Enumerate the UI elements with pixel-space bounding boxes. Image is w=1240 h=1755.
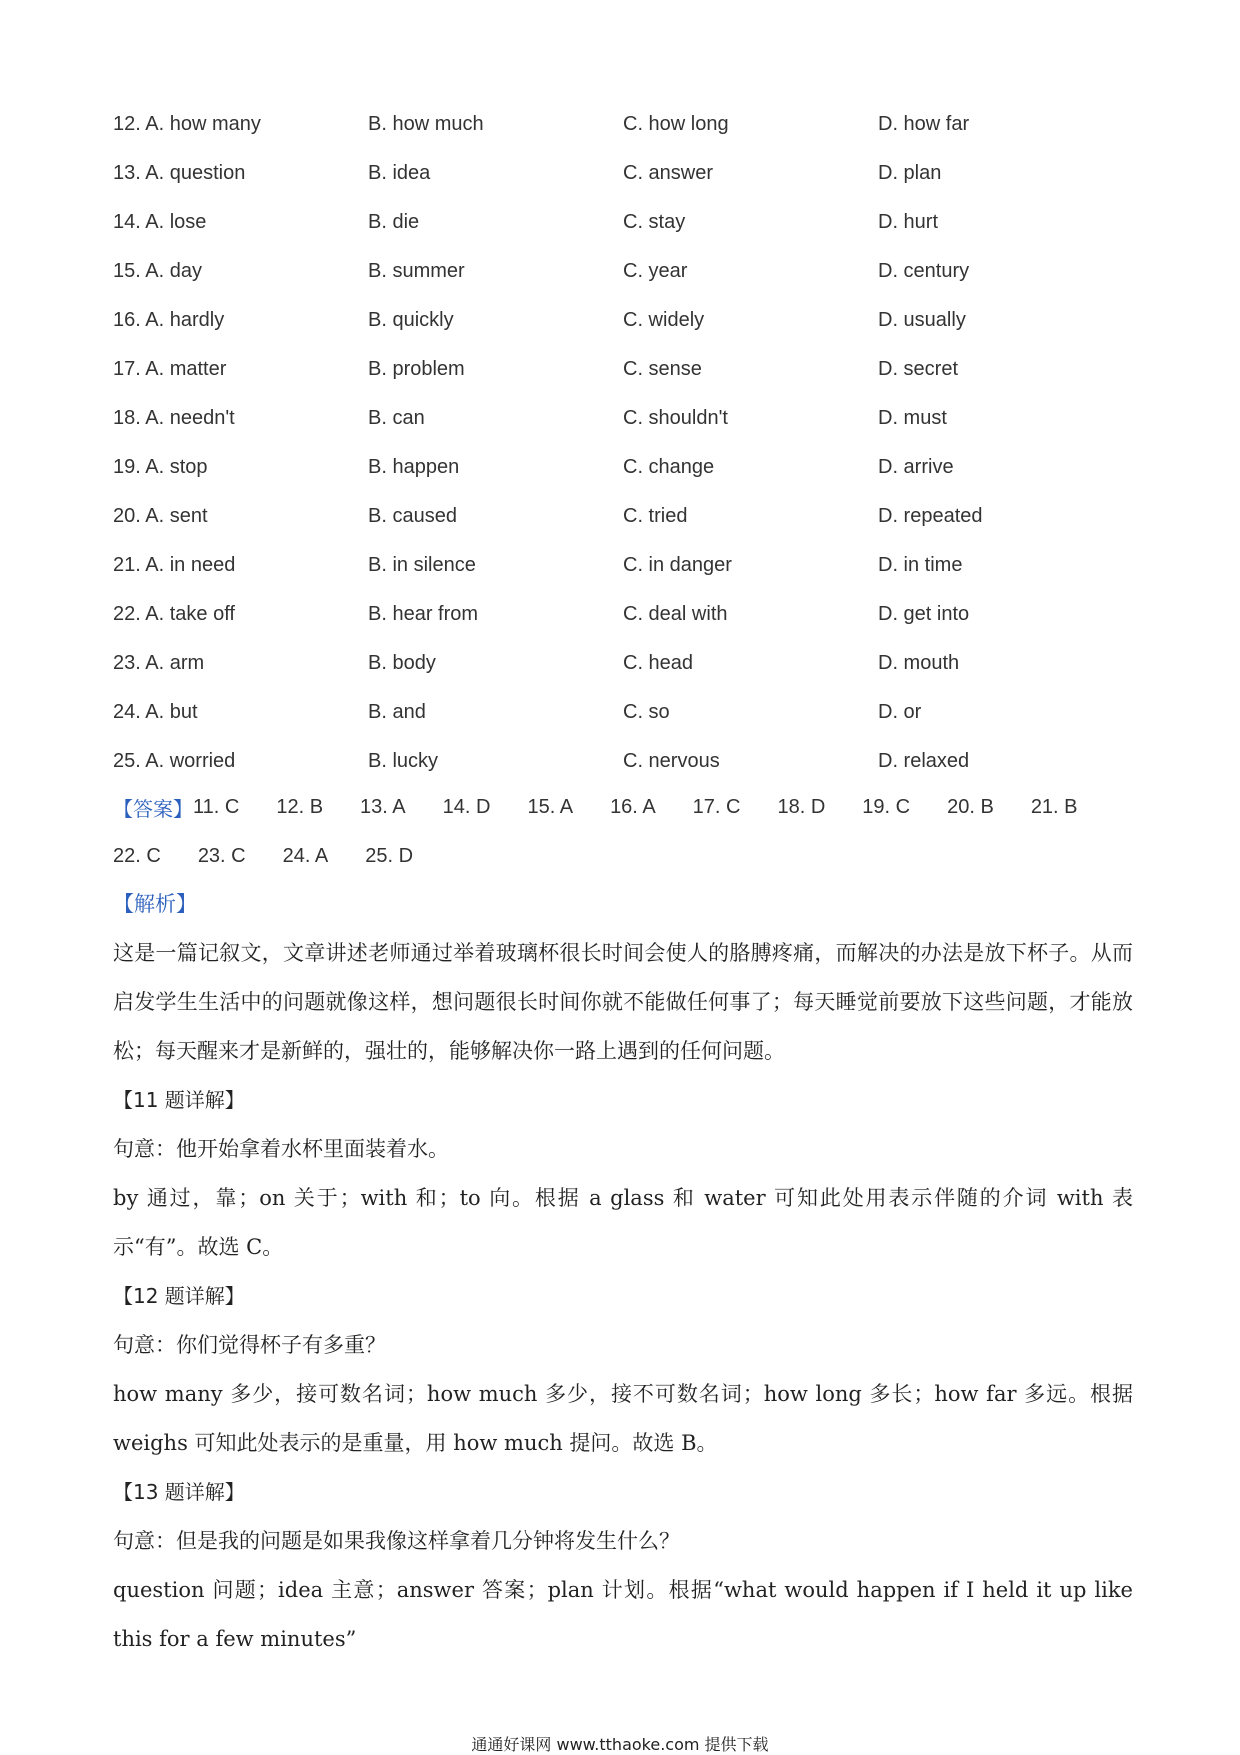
- sentence-meaning: 句意：你们觉得杯子有多重？: [113, 1333, 386, 1357]
- option-b: B. caused: [368, 505, 457, 527]
- option-text: A. arm: [145, 652, 205, 674]
- detail-heading: 【12 题详解】: [113, 1284, 245, 1308]
- option-text: A. worried: [145, 750, 236, 772]
- option-b: B. die: [368, 211, 420, 233]
- option-d: D. must: [878, 407, 947, 429]
- question-number: 18.: [113, 407, 141, 429]
- option-d: D. hurt: [878, 211, 939, 233]
- option-c: C. tried: [623, 505, 688, 527]
- option-c: C. deal with: [623, 603, 728, 625]
- option-c: C. change: [623, 456, 715, 478]
- option-text: A. matter: [145, 358, 227, 380]
- answer-line-2: [113, 832, 1143, 881]
- question-row: [113, 296, 1143, 345]
- question-options: [113, 100, 1143, 786]
- option-text: A. needn't: [145, 407, 235, 429]
- option-a: [113, 162, 368, 185]
- option-text: A. but: [145, 701, 198, 723]
- question-number: 14.: [113, 211, 141, 233]
- option-a: [113, 456, 368, 479]
- question-row: [113, 639, 1143, 688]
- answer-item: 11. C: [193, 796, 240, 818]
- option-text: A. how many: [145, 113, 261, 135]
- question-row: [113, 149, 1143, 198]
- question-number: 17.: [113, 358, 141, 380]
- option-b: B. how much: [368, 113, 484, 135]
- option-a: [113, 505, 368, 528]
- option-c: C. answer: [623, 162, 714, 184]
- question-number: 24.: [113, 701, 141, 723]
- option-b: B. body: [368, 652, 436, 674]
- option-c: C. so: [623, 701, 670, 723]
- option-c: C. head: [623, 652, 694, 674]
- option-c: C. nervous: [623, 750, 720, 772]
- option-c: C. shouldn't: [623, 407, 728, 429]
- option-b: B. hear from: [368, 603, 479, 625]
- option-text: A. take off: [145, 603, 235, 625]
- option-b: B. can: [368, 407, 425, 429]
- option-d: D. or: [878, 701, 922, 723]
- option-d: D. usually: [878, 309, 966, 331]
- option-text: A. sent: [145, 505, 208, 527]
- answer-item: 16. A: [610, 796, 656, 818]
- page-footer: 通通好课网 www.tthaoke.com 提供下载: [471, 1735, 769, 1754]
- sentence-meaning: 句意：但是我的问题是如果我像这样拿着几分钟将发生什么？: [113, 1529, 680, 1553]
- question-row: [113, 688, 1143, 737]
- question-row: [113, 247, 1143, 296]
- question-number: 23.: [113, 652, 141, 674]
- answer-item: 22. C: [113, 845, 161, 867]
- answer-key: [113, 783, 1143, 881]
- detail-explanation: by 通过，靠；on 关于；with 和；to 向。根据 a glass 和 water 可知此处用表示伴随的介词 with 表示“有”。故选 C。: [113, 1186, 1133, 1259]
- option-b: B. problem: [368, 358, 465, 380]
- answer-item: 23. C: [197, 845, 246, 867]
- option-a: [113, 260, 368, 283]
- option-c: C. how long: [623, 113, 729, 135]
- detail-heading: 【13 题详解】: [113, 1480, 245, 1504]
- option-d: D. relaxed: [878, 750, 970, 772]
- option-text: A. in need: [145, 554, 236, 576]
- option-c: C. widely: [623, 309, 705, 331]
- option-b: B. in silence: [368, 554, 476, 576]
- option-a: [113, 554, 368, 577]
- option-d: D. in time: [878, 554, 963, 576]
- question-row: [113, 394, 1143, 443]
- question-number: 15.: [113, 260, 141, 282]
- question-row: [113, 590, 1143, 639]
- question-number: 19.: [113, 456, 141, 478]
- option-b: B. quickly: [368, 309, 454, 331]
- option-d: D. century: [878, 260, 970, 282]
- question-row: [113, 737, 1143, 786]
- option-text: A. lose: [145, 211, 207, 233]
- option-a: [113, 358, 368, 381]
- option-c: C. stay: [623, 211, 686, 233]
- option-a: [113, 603, 368, 626]
- detail-explanation: question 问题；idea 主意；answer 答案；plan 计划。根据“what would happen if I held it up like this for a few minutes”: [113, 1578, 1133, 1651]
- analysis-summary: 这是一篇记叙文，文章讲述老师通过举着玻璃杯很长时间会使人的胳膊疼痛，而解决的办法是放下杯子。从而启发学生生活中的问题就像这样，想问题很长时间你就不能做任何事了；每天睡觉前要放下这些问题，才能放松；每天醒来才是新鲜的，强壮的，能够解决你一路上遇到的任何问题。: [113, 941, 1133, 1063]
- option-d: D. how far: [878, 113, 970, 135]
- option-d: D. mouth: [878, 652, 960, 674]
- question-number: 13.: [113, 162, 141, 184]
- option-text: A. hardly: [145, 309, 225, 331]
- option-c: C. in danger: [623, 554, 732, 576]
- question-row: [113, 443, 1143, 492]
- question-row: [113, 100, 1143, 149]
- answer-tag: 【答案】: [113, 799, 193, 821]
- answer-item: 24. A: [282, 845, 329, 867]
- detail-heading: 【11 题详解】: [113, 1088, 245, 1112]
- option-a: [113, 701, 368, 724]
- answer-item: 17. C: [692, 796, 741, 818]
- answer-item: 25. D: [365, 845, 414, 867]
- analysis-details: [113, 1076, 1133, 1664]
- question-number: 25.: [113, 750, 141, 772]
- question-number: 12.: [113, 113, 141, 135]
- option-text: A. stop: [145, 456, 208, 478]
- detail-explanation: how many 多少，接可数名词；how much 多少，接不可数名词；how long 多长；how far 多远。根据 weighs 可知此处表示的是重量，用 how much 提问。故选 B。: [113, 1382, 1133, 1455]
- question-number: 22.: [113, 603, 141, 625]
- option-d: D. repeated: [878, 505, 983, 527]
- answer-item: 18. D: [777, 796, 826, 818]
- question-number: 21.: [113, 554, 141, 576]
- option-a: [113, 407, 368, 430]
- answer-item: 19. C: [862, 796, 911, 818]
- option-c: C. sense: [623, 358, 702, 380]
- option-c: C. year: [623, 260, 688, 282]
- question-number: 16.: [113, 309, 141, 331]
- sentence-meaning: 句意：他开始拿着水杯里面装着水。: [113, 1137, 449, 1161]
- option-a: [113, 652, 368, 675]
- option-a: [113, 750, 368, 773]
- question-row: [113, 345, 1143, 394]
- answer-item: 12. B: [276, 796, 324, 818]
- option-b: B. and: [368, 701, 426, 723]
- option-d: D. get into: [878, 603, 970, 625]
- answer-item: 20. B: [947, 796, 994, 818]
- option-d: D. secret: [878, 358, 959, 380]
- analysis-tag: 【解析】: [113, 893, 197, 916]
- answer-item: 14. D: [442, 796, 491, 818]
- option-a: [113, 113, 368, 136]
- answer-item: 21. B: [1030, 796, 1078, 818]
- option-b: B. happen: [368, 456, 460, 478]
- option-text: A. question: [145, 162, 246, 184]
- option-a: [113, 211, 368, 234]
- answer-item: 15. A: [527, 796, 574, 818]
- option-b: B. lucky: [368, 750, 439, 772]
- option-b: B. summer: [368, 260, 465, 282]
- option-b: B. idea: [368, 162, 431, 184]
- option-a: [113, 309, 368, 332]
- option-d: D. arrive: [878, 456, 954, 478]
- option-d: D. plan: [878, 162, 942, 184]
- option-text: A. day: [145, 260, 202, 282]
- analysis-section: [113, 880, 1133, 1664]
- answer-line-1: [113, 783, 1143, 832]
- question-number: 20.: [113, 505, 141, 527]
- question-row: [113, 541, 1143, 590]
- question-row: [113, 492, 1143, 541]
- answer-item: 13. A: [360, 796, 406, 818]
- question-row: [113, 198, 1143, 247]
